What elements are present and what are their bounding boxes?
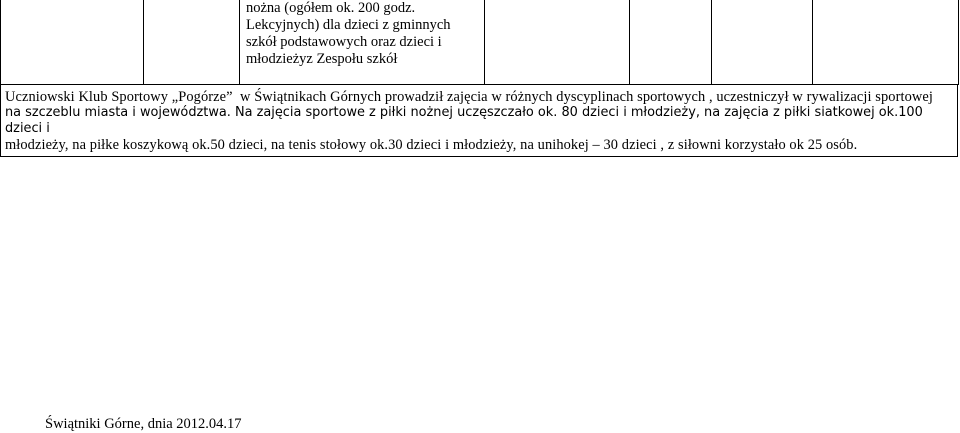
- upper-table-fragment: [0, 0, 959, 85]
- table-cell-empty: [485, 0, 630, 85]
- table-cell-empty: [712, 0, 813, 85]
- report-line: młodzieży, na piłke koszykową ok.50 dzieci, na tenis stołowy ok.30 dzieci i młodzieży, na unihokej – 30 dzieci , z siłowni korzystało ok 25 osób.: [5, 137, 858, 153]
- table-cell-empty: [813, 0, 959, 85]
- cell-text-line: Lekcyjnych) dla dzieci z gminnych: [246, 17, 451, 33]
- table-cell-empty: [630, 0, 712, 85]
- club-activity-report: [0, 84, 958, 157]
- table-row: [1, 0, 959, 85]
- table-cell-empty: [144, 0, 240, 85]
- report-line: Uczniowski Klub Sportowy „Pogórze” w Świątnikach Górnych prowadził zajęcia w różnych dyscyplinach sportowych , uczestniczył w rywalizacji sportowej: [5, 89, 933, 105]
- table-cell-activity-description: [240, 0, 485, 85]
- report-line: na szczeblu miasta i województwa. Na zajęcia sportowe z piłki nożnej uczęszczało ok. 80 dzieci i młodzieży, na zajęcia z piłki siatkowej ok.100 dzieci i: [5, 105, 927, 136]
- cell-text-line: szkół podstawowych oraz dzieci i: [246, 34, 442, 50]
- table-cell-empty: [1, 0, 144, 85]
- cell-text-line: nożna (ogółem ok. 200 godz.: [246, 0, 416, 16]
- place-and-date: Świątniki Górne, dnia 2012.04.17: [45, 416, 242, 432]
- cell-text-line: młodzieżyz Zespołu szkół: [246, 51, 398, 67]
